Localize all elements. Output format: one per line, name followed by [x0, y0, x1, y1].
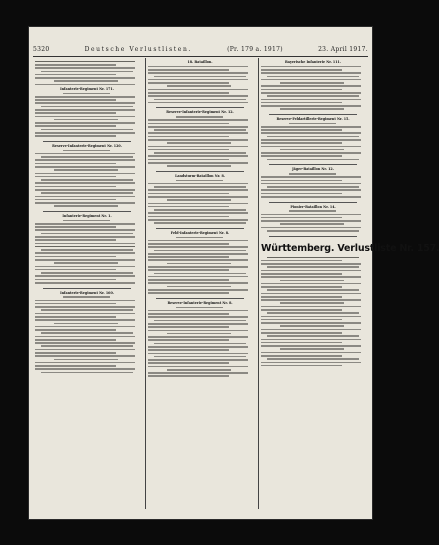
text-line [154, 186, 246, 188]
text-line [261, 365, 342, 367]
text-line [261, 227, 361, 229]
issue-date: 23. April 1917. [318, 45, 368, 53]
text-line [154, 250, 246, 252]
text-line [261, 102, 342, 104]
text-line [35, 173, 135, 175]
section-rule [156, 107, 244, 108]
text-line [261, 273, 342, 275]
text-line [261, 329, 361, 331]
text-line [35, 74, 116, 76]
text-line [148, 259, 248, 261]
text-line [261, 196, 361, 198]
text-line [35, 349, 135, 351]
text-line [261, 99, 361, 101]
section [261, 167, 365, 197]
section [148, 60, 252, 103]
text-line [54, 359, 118, 361]
text-line [148, 266, 248, 268]
text-line [148, 336, 248, 338]
text-line [167, 369, 231, 371]
text-line [63, 93, 110, 95]
text-line [35, 163, 116, 165]
text-line [176, 180, 223, 182]
text-line [267, 76, 359, 78]
text-line [261, 283, 361, 285]
section-heading: Jäger-Bataillon Nr. 12. [292, 167, 334, 172]
text-line [35, 96, 135, 98]
text-line [261, 142, 342, 144]
text-line [148, 212, 248, 214]
section-rule [269, 202, 357, 203]
text-line [261, 293, 361, 295]
section-rule [43, 141, 131, 142]
text-line [261, 69, 342, 71]
text-line [148, 79, 248, 81]
text-line [148, 183, 248, 185]
section [35, 291, 139, 374]
column-3 [261, 59, 439, 507]
column-divider [258, 58, 259, 509]
text-line [148, 89, 248, 91]
text-line [154, 343, 246, 345]
text-line [35, 112, 116, 114]
text-line [167, 199, 231, 201]
text-line [35, 132, 135, 134]
text-line [148, 149, 229, 151]
text-line [261, 260, 342, 262]
text-line [41, 309, 133, 311]
section [261, 117, 365, 160]
column-2 [148, 59, 252, 507]
text-line [148, 253, 248, 255]
text-line [35, 67, 135, 69]
text-line [148, 375, 229, 377]
text-line [267, 358, 359, 360]
text-line [267, 312, 359, 314]
text-line [261, 345, 361, 347]
text-line [154, 356, 246, 358]
text-line [35, 64, 116, 66]
column-divider [145, 58, 146, 509]
text-line [154, 99, 246, 101]
text-line [35, 77, 135, 79]
text-line [267, 186, 359, 188]
text-line [63, 150, 110, 152]
text-line [261, 339, 361, 341]
text-line [54, 80, 118, 82]
text-line [35, 196, 135, 198]
text-line [41, 372, 133, 374]
text-line [261, 193, 342, 195]
text-line [148, 159, 229, 161]
text-line [261, 176, 361, 178]
text-line [148, 102, 248, 104]
text-line [261, 319, 342, 321]
text-line [35, 362, 135, 364]
text-line [167, 263, 231, 265]
text-line [148, 316, 248, 318]
text-line [148, 189, 248, 191]
text-line [35, 326, 135, 328]
text-line [41, 192, 133, 194]
section-heading: Pionier-Bataillon Nr. 14. [290, 204, 336, 209]
text-line [148, 330, 248, 332]
text-line [261, 189, 361, 191]
text-line [261, 66, 361, 68]
text-line [261, 146, 361, 148]
text-line [148, 282, 248, 284]
section-rule [43, 211, 131, 212]
text-line [35, 303, 116, 305]
text-line [280, 302, 344, 304]
text-line [35, 256, 116, 258]
text-line [176, 116, 223, 118]
section-heading: Feld-Infanterie-Regiment Nr. 8. [170, 230, 230, 235]
text-line [261, 309, 342, 311]
text-line [35, 316, 116, 318]
text-line [167, 286, 231, 288]
publication-title: Deutsche Verlustlisten. [84, 45, 192, 53]
section [148, 110, 252, 167]
text-line [267, 230, 359, 232]
text-line [35, 202, 135, 204]
text-line [261, 155, 342, 157]
text-line [148, 323, 248, 325]
text-line [35, 135, 116, 137]
section [148, 301, 252, 377]
section-heading: Reserve-Feldartillerie-Regiment Nr. 15. [276, 116, 350, 121]
text-line [54, 205, 118, 207]
text-line [148, 269, 229, 271]
text-line [148, 155, 248, 157]
text-line [148, 92, 229, 94]
section-heading: Infanterie-Regiment Nr. 160. [60, 290, 114, 295]
text-line [280, 149, 344, 151]
text-line [35, 269, 116, 271]
text-line [261, 316, 361, 318]
text-line [261, 214, 361, 216]
text-line [280, 223, 344, 225]
section-heading: Reserve-Infanterie-Regiment Nr. 8. [167, 300, 233, 305]
text-line [35, 176, 116, 178]
text-line [261, 152, 361, 154]
text-line [41, 272, 133, 274]
text-line [35, 342, 135, 344]
wuerttemberg-list-heading: Württemberg. Verlustliste Nr. 157. [261, 242, 439, 254]
text-line [289, 210, 336, 212]
text-line [35, 282, 135, 284]
text-line [267, 289, 359, 291]
section [35, 87, 139, 137]
text-line [261, 89, 342, 91]
text-line [154, 273, 246, 275]
section-rule [156, 298, 244, 299]
text-line [261, 355, 342, 357]
text-line [35, 116, 135, 118]
text-line [261, 180, 342, 182]
text-line [148, 203, 248, 205]
text-line [35, 300, 135, 302]
section [35, 214, 139, 284]
text-line [148, 139, 248, 141]
text-line [41, 345, 133, 347]
section-rule [269, 236, 357, 237]
text-line [35, 319, 135, 321]
text-line [35, 259, 135, 261]
text-line [261, 362, 361, 364]
text-line [176, 307, 223, 309]
text-line [35, 329, 116, 331]
text-line [154, 129, 246, 131]
text-line [35, 186, 116, 188]
text-line [35, 166, 135, 168]
section-heading: Infanterie-Regiment Nr. 1. [62, 213, 112, 218]
text-line [154, 222, 246, 224]
text-line [261, 139, 361, 141]
text-line [41, 129, 133, 131]
text-line [267, 95, 359, 97]
text-line [261, 342, 342, 344]
text-line [167, 85, 231, 87]
text-line [35, 279, 116, 281]
text-line [35, 99, 116, 101]
text-line [148, 146, 248, 148]
text-line [167, 165, 231, 167]
text-line [267, 266, 359, 268]
text-line [148, 162, 248, 164]
text-line [261, 299, 361, 301]
section [261, 257, 365, 367]
section-rule [269, 114, 357, 115]
text-line [41, 332, 133, 334]
page-header [33, 44, 368, 54]
text-line [280, 348, 344, 350]
text-line [148, 339, 229, 341]
text-line [35, 199, 116, 201]
text-line [35, 153, 135, 155]
text-line [35, 223, 135, 225]
section [261, 205, 365, 232]
text-line [54, 119, 118, 121]
text-line [35, 61, 135, 63]
text-line [35, 336, 135, 338]
text-line [280, 280, 344, 282]
text-line [35, 239, 116, 241]
section-heading: Bayerische Infanterie Nr. 111. [285, 60, 341, 64]
text-line [280, 325, 344, 327]
text-line [148, 362, 229, 364]
text-line [63, 220, 110, 222]
text-line [54, 262, 118, 264]
newspaper-page [29, 27, 439, 519]
text-line [35, 125, 116, 127]
text-line [148, 66, 248, 68]
text-line [41, 233, 133, 235]
text-line [148, 216, 229, 218]
page-number: 5320 [33, 45, 50, 53]
text-line [54, 169, 118, 171]
text-line [148, 313, 229, 315]
text-line [261, 306, 361, 308]
section-heading: 18. Bataillon. [187, 60, 213, 64]
text-line [63, 296, 110, 298]
text-line [148, 353, 248, 355]
text-line [267, 136, 359, 138]
text-line [35, 306, 135, 308]
text-line [154, 209, 246, 211]
text-line [148, 72, 248, 74]
text-line [148, 310, 248, 312]
text-line [154, 76, 246, 78]
section-heading: Landsturm-Bataillon Nr. 8. [175, 173, 225, 178]
text-line [261, 85, 361, 87]
text-line [35, 159, 135, 161]
text-line [41, 156, 133, 158]
text-line [267, 159, 359, 161]
text-line [148, 243, 229, 245]
text-line [35, 189, 135, 191]
text-line [261, 72, 361, 74]
text-line [35, 266, 135, 268]
text-line [148, 240, 248, 242]
text-line [54, 323, 118, 325]
text-line [167, 333, 231, 335]
text-line [35, 102, 135, 104]
section [148, 231, 252, 294]
section-rule [156, 228, 244, 229]
text-line [35, 339, 116, 341]
text-line [267, 257, 359, 259]
text-line [261, 322, 361, 324]
text-line [148, 119, 248, 121]
text-line [35, 355, 135, 357]
text-line [148, 219, 248, 221]
text-line [148, 349, 229, 351]
text-line [148, 366, 248, 368]
section-rule [156, 171, 244, 172]
text-line [41, 179, 133, 181]
text-line [35, 84, 135, 86]
text-line [35, 313, 135, 315]
text-line [154, 152, 246, 154]
text-line [176, 237, 223, 239]
text-line [261, 296, 342, 298]
text-line [261, 220, 361, 222]
text-line [35, 368, 135, 370]
text-line [261, 105, 361, 107]
text-line [148, 132, 248, 134]
text-line [148, 372, 248, 374]
text-line [41, 71, 133, 73]
text-line [35, 122, 135, 124]
issue-number: (Pr. 179 a. 1917) [227, 45, 283, 53]
text-line [148, 289, 248, 291]
text-line [261, 129, 342, 131]
section-heading: Reserve-Infanterie-Regiment Nr. 120. [52, 143, 122, 148]
text-line [35, 226, 116, 228]
text-line [148, 246, 248, 248]
section-rule [43, 288, 131, 289]
section [35, 144, 139, 207]
text-line [261, 79, 361, 81]
text-line [35, 236, 135, 238]
text-line [261, 276, 361, 278]
text-line [148, 136, 229, 138]
header-rule [33, 56, 368, 57]
text-line [289, 173, 336, 175]
text-line [167, 142, 231, 144]
text-line [35, 182, 135, 184]
text-line [261, 286, 342, 288]
text-line [148, 126, 248, 128]
text-line [261, 263, 361, 265]
text-line [35, 246, 135, 248]
text-line [261, 217, 342, 219]
text-line [148, 359, 248, 361]
text-line [35, 365, 116, 367]
text-line [35, 243, 135, 245]
section-heading: Reserve-Infanterie-Regiment Nr. 12. [166, 110, 234, 115]
text-line [35, 252, 135, 254]
text-line [41, 106, 133, 108]
section [261, 60, 365, 110]
text-line [148, 69, 229, 71]
text-line [148, 95, 248, 97]
text-line [261, 352, 361, 354]
text-line [148, 82, 229, 84]
text-line [148, 196, 248, 198]
text-line [148, 193, 229, 195]
section [148, 174, 252, 224]
section-rule [269, 164, 357, 165]
text-line [261, 270, 361, 272]
text-line [261, 183, 361, 185]
text-line [148, 346, 248, 348]
text-line [280, 82, 344, 84]
text-line [148, 292, 229, 294]
section-heading: Infanterie-Regiment Nr. 171. [60, 86, 114, 91]
text-line [35, 229, 135, 231]
text-line [261, 126, 361, 128]
text-line [261, 132, 361, 134]
text-line [289, 123, 336, 125]
text-line [148, 326, 229, 328]
text-line [148, 276, 248, 278]
text-line [148, 206, 229, 208]
text-line [154, 320, 246, 322]
text-line [280, 108, 344, 110]
text-line [41, 249, 133, 251]
text-line [35, 352, 116, 354]
text-line [148, 123, 229, 125]
text-line [261, 332, 342, 334]
text-line [267, 335, 359, 337]
column-1 [35, 59, 139, 507]
text-line [261, 92, 361, 94]
text-line [148, 256, 229, 258]
text-line [148, 279, 229, 281]
text-line [35, 275, 135, 277]
text-line [35, 109, 135, 111]
